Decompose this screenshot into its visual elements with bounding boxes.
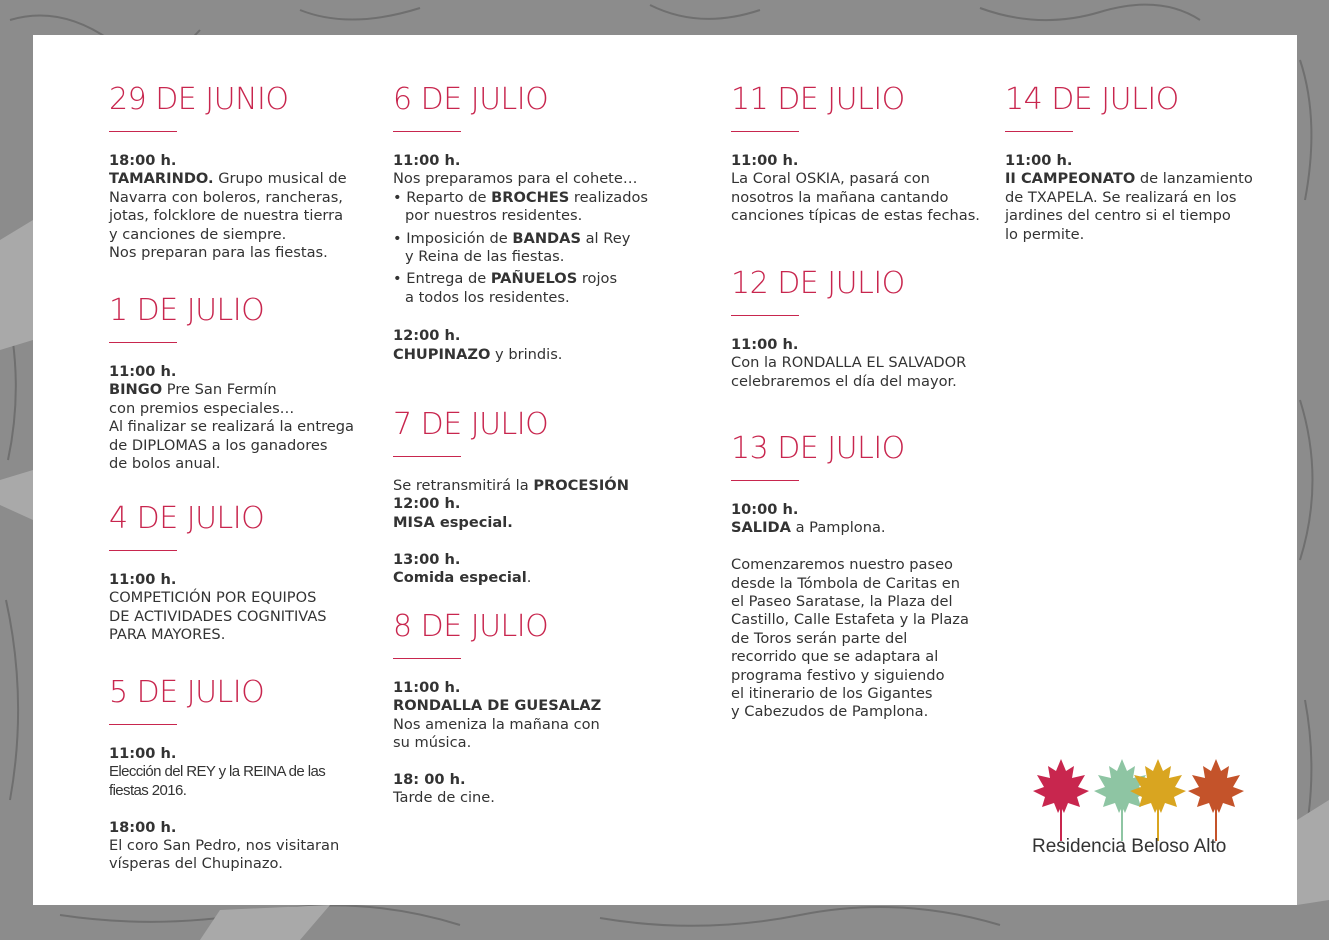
- event-line: El coro San Pedro, nos visitaran: [109, 837, 340, 855]
- event-line: Nos preparan para las fiestas.: [109, 244, 328, 262]
- date-heading: 8 DE JULIO: [393, 609, 549, 644]
- date-heading: 13 DE JULIO: [731, 431, 905, 466]
- heading-rule: [731, 480, 799, 481]
- event-time: 12:00 h.: [393, 327, 461, 345]
- event-line: Navarra con boleros, rancheras,: [109, 188, 343, 206]
- date-heading: 1 DE JULIO: [109, 293, 265, 328]
- event-text: [109, 571, 327, 645]
- event-line: de Toros serán parte del: [731, 629, 908, 647]
- event-time: 11:00 h.: [1005, 152, 1073, 169]
- event-time: 11:00 h.: [393, 679, 461, 696]
- event-time: 11:00 h.: [393, 152, 461, 169]
- event-line: .: [526, 569, 532, 587]
- heading-rule: [1005, 131, 1073, 132]
- event-line: programa festivo y siguiendo: [731, 666, 945, 684]
- heading-rule: [109, 724, 177, 725]
- event-line: Nos ameniza la mañana con: [393, 715, 600, 733]
- event-line: DE ACTIVIDADES COGNITIVAS: [109, 607, 327, 625]
- date-heading: 11 DE JULIO: [731, 82, 905, 117]
- event-line: Comenzaremos nuestro paseo: [731, 556, 953, 574]
- event-time: 11:00 h.: [109, 363, 177, 380]
- leaf-1: [1033, 759, 1089, 841]
- event-time: 18: 00 h.: [393, 771, 466, 789]
- event-title: RONDALLA DE GUESALAZ: [393, 697, 602, 715]
- event-line: Tarde de cine.: [393, 789, 495, 807]
- event-title: PROCESIÓN: [533, 477, 629, 494]
- event-12-julio: [731, 266, 966, 391]
- event-title: II CAMPEONATO: [1005, 170, 1136, 188]
- event-7-julio: [393, 407, 629, 587]
- event-text: [109, 363, 354, 473]
- leaf-4: [1188, 759, 1244, 841]
- event-time: 10:00 h.: [731, 501, 799, 518]
- event-line: a Pamplona.: [790, 519, 886, 537]
- event-line: Nos preparamos para el cohete…: [393, 170, 638, 188]
- date-heading: 12 DE JULIO: [731, 266, 905, 301]
- event-text: [393, 477, 629, 587]
- event-line: nosotros la mañana cantando: [731, 188, 949, 206]
- event-line: el Paseo Saratase, la Plaza del: [731, 593, 953, 611]
- heading-rule: [393, 658, 461, 659]
- event-line: Pre San Fermín: [162, 381, 277, 399]
- event-line: vísperas del Chupinazo.: [109, 855, 283, 873]
- event-line: jotas, folcklore de nuestra tierra: [109, 207, 344, 225]
- event-text: [1005, 152, 1253, 244]
- event-text: [109, 152, 347, 262]
- heading-rule: [393, 456, 461, 457]
- event-title: MISA especial.: [393, 513, 513, 531]
- event-time: 13:00 h.: [393, 550, 461, 568]
- event-time: 12:00 h.: [393, 495, 461, 513]
- event-line: Con la RONDALLA EL SALVADOR: [731, 354, 967, 372]
- event-line: su música.: [393, 734, 472, 752]
- event-line: y Cabezudos de Pamplona.: [731, 703, 929, 721]
- event-line: y canciones de siempre.: [109, 225, 287, 243]
- event-line: La Coral OSKIA, pasará con: [731, 170, 930, 188]
- event-line: el itinerario de los Gigantes: [731, 685, 933, 703]
- event-line: canciones típicas de estas fechas.: [731, 207, 980, 225]
- event-line: Al finalizar se realizará la entrega: [109, 418, 354, 436]
- date-heading: 29 DE JUNIO: [109, 82, 289, 117]
- event-line: celebraremos el día del mayor.: [731, 372, 957, 390]
- event-line: COMPETICIÓN POR EQUIPOS: [109, 589, 317, 607]
- event-line: y brindis.: [490, 345, 563, 363]
- event-11-julio: [731, 82, 980, 226]
- event-time: 18:00 h.: [109, 818, 177, 836]
- event-time: 18:00 h.: [109, 152, 177, 169]
- event-title: TAMARINDO.: [109, 170, 214, 188]
- event-4-julio: [109, 501, 327, 645]
- date-heading: 5 DE JULIO: [109, 675, 265, 710]
- event-text: [109, 745, 339, 874]
- event-line: de DIPLOMAS a los ganadores: [109, 436, 328, 454]
- bullet-item: • Reparto de BROCHES realizados por nuestros residentes.: [393, 188, 649, 225]
- heading-rule: [731, 315, 799, 316]
- event-13-julio: [731, 431, 969, 722]
- event-time: 11:00 h.: [731, 336, 799, 353]
- date-heading: 6 DE JULIO: [393, 82, 549, 117]
- event-line: fiestas 2016.: [109, 781, 187, 799]
- event-text: [731, 152, 980, 226]
- event-line: desde la Tómbola de Caritas en: [731, 574, 960, 592]
- event-5-julio: [109, 675, 339, 874]
- event-14-julio: [1005, 82, 1253, 244]
- logo-name: Residencia Beloso Alto: [1032, 836, 1227, 857]
- event-title: CHUPINAZO: [393, 345, 491, 363]
- event-line: Castillo, Calle Estafeta y la Plaza: [731, 611, 969, 629]
- event-line: con premios especiales…: [109, 399, 295, 417]
- heading-rule: [393, 131, 461, 132]
- event-text: [731, 336, 966, 391]
- heading-rule: [731, 131, 799, 132]
- event-title: Comida especial: [393, 569, 527, 587]
- event-line: de lanzamiento: [1135, 170, 1253, 188]
- event-time: 11:00 h.: [109, 571, 177, 588]
- event-line: Elección del REY y la REINA de las: [109, 763, 326, 781]
- event-6-julio: [393, 82, 648, 364]
- event-8-julio: [393, 609, 601, 808]
- event-line: PARA MAYORES.: [109, 626, 226, 644]
- event-time: 11:00 h.: [109, 745, 177, 762]
- event-text: [731, 501, 969, 722]
- event-29-junio: [109, 82, 347, 262]
- date-heading: 7 DE JULIO: [393, 407, 549, 442]
- event-time: 11:00 h.: [731, 152, 799, 169]
- event-line: de TXAPELA. Se realizará en los: [1005, 188, 1237, 206]
- bullet-item: • Entrega de PAÑUELOS rojos a todos los residentes.: [393, 270, 618, 306]
- heading-rule: [109, 342, 177, 343]
- date-heading: 14 DE JULIO: [1005, 82, 1179, 117]
- event-line: de bolos anual.: [109, 455, 221, 473]
- heading-rule: [109, 550, 177, 551]
- event-line: Se retransmitirá la: [393, 477, 534, 494]
- event-text: [393, 679, 601, 808]
- event-line: recorrido que se adaptara al: [731, 648, 939, 666]
- date-heading: 4 DE JULIO: [109, 501, 265, 536]
- event-title: SALIDA: [731, 519, 791, 537]
- heading-rule: [109, 131, 177, 132]
- event-title: BINGO: [109, 381, 163, 399]
- event-text: [393, 152, 648, 364]
- event-line: lo permite.: [1005, 225, 1085, 243]
- bullet-item: • Imposición de BANDAS al Rey y Reina de las fiestas.: [393, 229, 631, 266]
- program-sheet: [33, 35, 1297, 905]
- event-line: Grupo musical de: [213, 170, 347, 188]
- event-line: jardines del centro si el tiempo: [1005, 207, 1231, 225]
- event-1-julio: [109, 293, 354, 473]
